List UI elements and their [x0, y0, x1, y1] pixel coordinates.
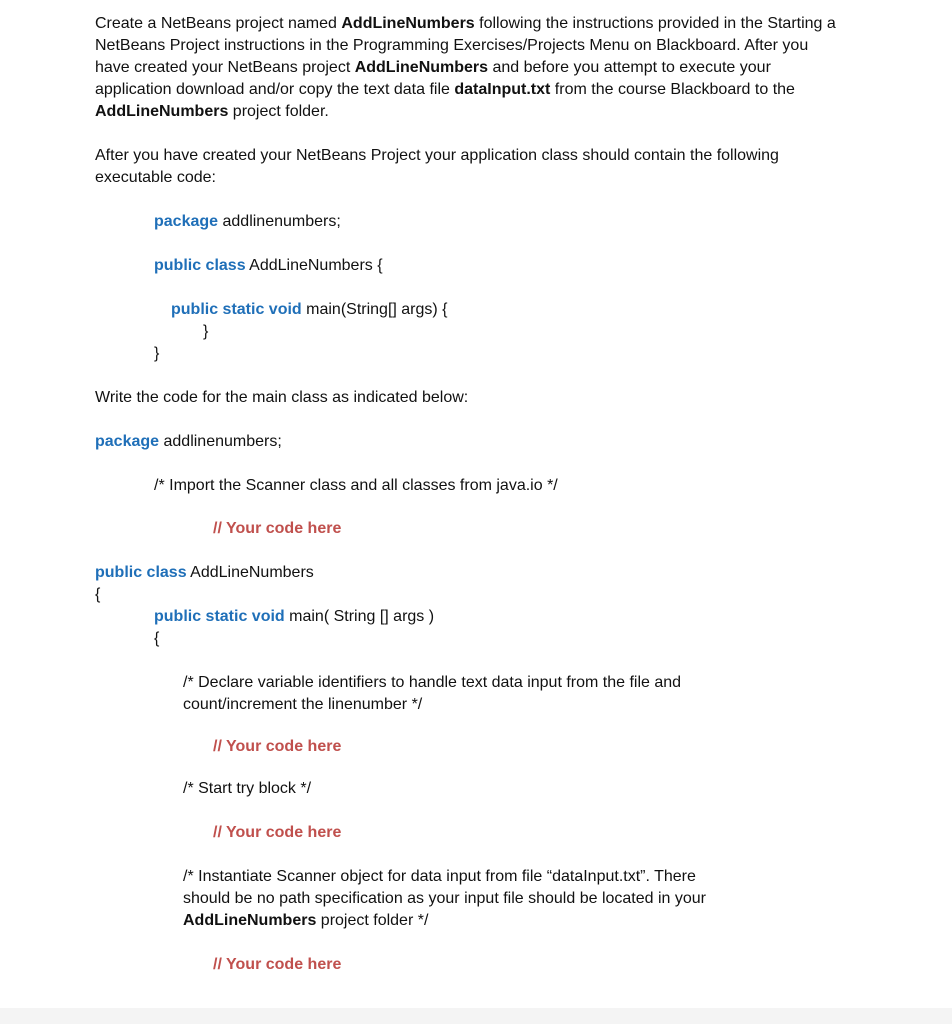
code-text: addlinenumbers;	[218, 213, 341, 230]
intro-text: and before you attempt to execute your	[488, 59, 771, 76]
code-text: AddLineNumbers	[186, 564, 314, 581]
intro-line-4	[95, 79, 795, 101]
intro-text: application download and/or copy the text data file	[95, 81, 455, 98]
your-code-here-1: // Your code here	[213, 520, 342, 537]
code-text: AddLineNumbers {	[245, 257, 383, 274]
keyword: public class	[95, 564, 187, 581]
code-text: addlinenumbers;	[159, 433, 282, 450]
project-name-bold: AddLineNumbers	[341, 15, 475, 32]
code-text: main( String [] args )	[284, 608, 435, 625]
code2-package-line	[95, 431, 282, 453]
code1-outer-close-brace: }	[154, 345, 160, 362]
keyword: package	[95, 433, 160, 450]
intro-line-3	[95, 57, 771, 79]
keyword: package	[154, 213, 219, 230]
keyword: public class	[154, 257, 246, 274]
your-code-here-4: // Your code here	[213, 956, 342, 973]
code1-class-line	[154, 255, 383, 277]
data-file-name-bold: dataInput.txt	[454, 81, 551, 98]
code2-declare-comment-2: count/increment the linenumber */	[183, 696, 423, 713]
code1-inner-close-brace: }	[203, 323, 209, 340]
code-text: project folder */	[316, 912, 429, 929]
keyword: public static void	[171, 301, 302, 318]
code2-open-brace-class: {	[95, 586, 101, 603]
code2-class-line	[95, 562, 314, 584]
code2-open-brace-main: {	[154, 630, 160, 647]
intro-text: following the instructions provided in the Starting a	[474, 15, 836, 32]
para3-line: Write the code for the main class as indicated below:	[95, 389, 469, 406]
code-text: main(String[] args) {	[301, 301, 448, 318]
page-bottom-edge	[0, 1008, 952, 1024]
code1-package-line	[154, 211, 341, 233]
intro-text: from the course Blackboard to the	[550, 81, 795, 98]
keyword: public static void	[154, 608, 285, 625]
intro-text: project folder.	[228, 103, 329, 120]
intro-text: have created your NetBeans project	[95, 59, 355, 76]
intro-line-2: NetBeans Project instructions in the Programming Exercises/Projects Menu on Blackboard. After you	[95, 37, 809, 54]
code2-scanner-comment-3	[183, 910, 428, 932]
para2-line-1: After you have created your NetBeans Project your application class should contain the following	[95, 147, 779, 164]
code2-main-line	[154, 606, 434, 628]
project-name-bold: AddLineNumbers	[183, 912, 317, 929]
project-name-bold: AddLineNumbers	[354, 59, 489, 76]
your-code-here-2: // Your code here	[213, 738, 342, 755]
intro-line-1	[95, 13, 836, 35]
code2-scanner-comment-1: /* Instantiate Scanner object for data input from file “dataInput.txt”. There	[183, 868, 696, 885]
code2-try-comment: /* Start try block */	[183, 780, 312, 797]
code2-declare-comment-1: /* Declare variable identifiers to handle text data input from the file and	[183, 674, 682, 691]
project-name-bold: AddLineNumbers	[95, 103, 229, 120]
code2-import-comment: /* Import the Scanner class and all classes from java.io */	[154, 477, 558, 494]
code1-main-line	[171, 299, 448, 321]
your-code-here-3: // Your code here	[213, 824, 342, 841]
intro-line-5	[95, 101, 329, 123]
intro-text: Create a NetBeans project named	[95, 15, 342, 32]
code2-scanner-comment-2: should be no path specification as your input file should be located in your	[183, 890, 707, 907]
para2-line-2: executable code:	[95, 169, 216, 186]
